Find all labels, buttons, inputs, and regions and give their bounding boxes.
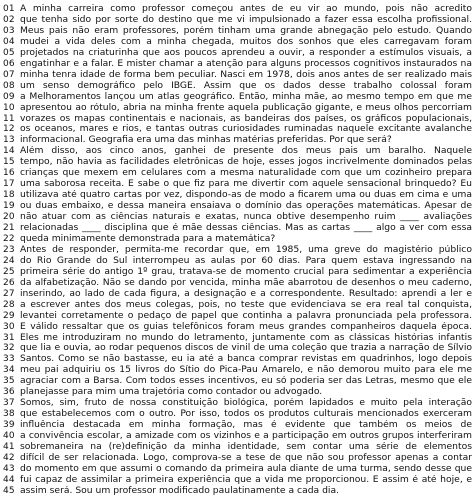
- line-number: 24: [3, 255, 15, 266]
- text-line: [0, 420, 474, 430]
- line-text: os oceanos, mares e rios, e tantas outras curiosidades ruminadas naquele excitante avalanche: [20, 124, 472, 135]
- line-text: influência destacada em minha formação, mas é evidente que também os meios de: [20, 420, 472, 431]
- line-text: apresentou ao rótulo, abria na minha frente aquela publicação gigante, e meus olhos percorriam: [20, 102, 472, 113]
- text-line: [0, 431, 474, 441]
- line-text: crianças que mexem em celulares com a mesma naturalidade com que um cozinheiro prepara: [20, 168, 472, 179]
- line-number: 32: [3, 343, 15, 354]
- text-line: [0, 300, 474, 310]
- line-text: utilizava até quatro cartas por vez, dispondo-as de modo a ficarem uma ou duas em cima e uma: [20, 190, 472, 201]
- text-line: [0, 376, 474, 386]
- line-text: do momento em que assumi o comando da primeira aula diante de uma turma, sendo desse que: [20, 463, 472, 474]
- line-text: inserindo, ao lado de cada figura, a designação e a correspondente. Resultado: aprendi a ler e: [20, 288, 472, 299]
- text-line: [0, 124, 474, 134]
- line-number: 30: [3, 321, 15, 332]
- text-line: [0, 70, 474, 80]
- line-number: 08: [3, 80, 15, 91]
- line-text: fui capaz de assimilar a primeira experiência que a vida me proporcionou. E assim é até hoje, e: [20, 474, 472, 485]
- line-text: a Melhoramentos lançou um atlas geográfico. Então, minha mãe, ao mesmo tempo em que me: [20, 91, 472, 102]
- line-text: um senso demográfico pelo IBGE. Assim que os dados desse trabalho colossal foram: [20, 80, 472, 91]
- line-text: meu pai adquiriu os 15 livros do Sítio do Pica-Pau Amarelo, e não demorou muito para ele me: [20, 365, 472, 376]
- line-number: 27: [3, 288, 15, 299]
- line-number: 43: [3, 463, 15, 474]
- line-number: 04: [3, 36, 15, 47]
- text-line: [0, 201, 474, 211]
- line-number: 11: [3, 113, 15, 124]
- line-text: Meus pais não eram professores, porém tinham uma grande abnegação pelo estudo. Quando: [20, 25, 472, 36]
- line-text: primeira série do antigo 1º grau, tratava-se de momento crucial para sedimentar a experiência: [20, 266, 472, 277]
- line-text: agraciar com a Barsa. Com todos esses incentivos, eu só poderia ser das Letras, mesmo que ele: [20, 376, 472, 387]
- text-line: [0, 289, 474, 299]
- text-line: [0, 103, 474, 113]
- line-text: que lia e ouvia, ao rodar pequenos discos de vinil de uma coleção que trazia a narração de Sílvio: [20, 343, 472, 354]
- line-number: 38: [3, 409, 15, 420]
- text-line: [0, 453, 474, 463]
- line-text: Além disso, aos cinco anos, ganhei de presente dos meus pais um baralho. Naquele: [20, 146, 472, 157]
- line-number: 01: [3, 4, 15, 14]
- line-number: 17: [3, 179, 15, 190]
- line-number: 06: [3, 58, 15, 69]
- text-line: [0, 343, 474, 353]
- line-text: da alfabetização. Não se dando por vencida, minha mãe abarrotou de desenhos o meu caderno,: [20, 277, 472, 288]
- text-line: [0, 278, 474, 288]
- line-number: 19: [3, 201, 15, 212]
- line-number: 02: [3, 14, 15, 25]
- line-number: 37: [3, 398, 15, 409]
- text-line: [0, 223, 474, 233]
- line-text: informacional. Geografia era uma das minhas matérias preferidas. Por que será?: [20, 135, 392, 146]
- text-line: [0, 15, 474, 25]
- line-text: mudei a vida deles com a minha chegada, muitos dos sonhos que eles carregavam foram: [20, 36, 472, 47]
- line-number: 15: [3, 157, 15, 168]
- line-text: a escrever antes dos meus colegas, pois, no teste que evidenciava se era real tal conquista,: [20, 299, 472, 310]
- line-number: 36: [3, 387, 15, 398]
- text-line: [0, 486, 474, 496]
- line-number: 03: [3, 25, 15, 36]
- line-text: não atuar com as ciências naturais e exatas, nunca obtive desempenho ruim ____ avaliações: [20, 212, 472, 223]
- line-text: vorazes os mapas continentais e nacionais, as bandeiras dos países, os gráficos populacionais,: [20, 113, 472, 124]
- line-number: 45: [3, 485, 15, 496]
- line-number: 23: [3, 244, 15, 255]
- line-text: que tenha sido por sorte do destino que me vi impulsionado a fazer essa escolha profissional.: [20, 14, 472, 25]
- line-text: engatinhar e a falar. É mister chamar a atenção para alguns processos cognitivos instaurados na: [20, 58, 472, 69]
- line-number: 20: [3, 212, 15, 223]
- text-line: [0, 81, 474, 91]
- line-text: Santos. Como se não bastasse, eu ia até a banca comprar revistas em quadrinhos, logo depois: [20, 354, 472, 365]
- line-number: 13: [3, 135, 15, 146]
- text-line: [0, 311, 474, 321]
- line-number: 21: [3, 223, 15, 233]
- line-number: 22: [3, 233, 15, 244]
- text-line: [0, 475, 474, 485]
- line-number: 18: [3, 190, 15, 201]
- text-line: [0, 48, 474, 58]
- line-text: tempo, não havia as facilidades eletrônicas de hoje, esses jogos incrivelmente dominados pelas: [20, 157, 472, 168]
- line-number: 10: [3, 102, 15, 113]
- text-line: [0, 387, 474, 397]
- text-line: [0, 168, 474, 178]
- line-number: 41: [3, 442, 15, 452]
- text-line: [0, 234, 474, 244]
- line-text: projetados na criaturinha que aos poucos aprendeu a ouvir, a responder a estímulos visuais, a: [20, 47, 472, 58]
- text-line: [0, 398, 474, 408]
- text-line: [0, 256, 474, 266]
- line-text: Eles me introduziram no mundo do letramento, juntamente com as clássicas histórias infantis: [20, 332, 472, 343]
- text-line: [0, 157, 474, 167]
- line-number: 07: [3, 69, 15, 80]
- line-number: 34: [3, 365, 15, 376]
- line-number: 31: [3, 332, 15, 343]
- line-text: queda minimamente demonstrada para a matemática?: [20, 233, 276, 244]
- line-text: que estabelecemos com o outro. Por isso, todos os produtos culturais mencionados exerceram: [20, 409, 472, 420]
- text-line: [0, 354, 474, 364]
- line-text: uma saborosa receita. E sabe o que fiz para me divertir com aquele sensacional brinquedo? Eu: [20, 179, 472, 190]
- line-number: 12: [3, 124, 15, 135]
- line-text: levantei corretamente o pedaço de papel que continha a palavra pronunciada pela professora.: [20, 310, 472, 321]
- line-text: do Rio Grande do Sul interrompeu as aulas por 60 dias. Para quem estava ingressando na: [20, 255, 472, 266]
- line-number: 29: [3, 310, 15, 321]
- line-number: 39: [3, 420, 15, 431]
- line-number: 35: [3, 376, 15, 387]
- line-text: sobremaneira na (re)definição da minha identidade, sem contar uma série de elementos: [20, 442, 472, 452]
- line-number: 16: [3, 168, 15, 179]
- text-line: [0, 4, 474, 14]
- text-line: [0, 245, 474, 255]
- text-line: [0, 179, 474, 189]
- text-line: [0, 442, 474, 452]
- line-text: É válido ressaltar que os guias telefônicos foram meus grandes companheiros daquela época.: [20, 321, 472, 332]
- text-line: [0, 464, 474, 474]
- text-line: [0, 26, 474, 36]
- line-number: 28: [3, 299, 15, 310]
- text-line: [0, 135, 474, 145]
- line-number: 40: [3, 431, 15, 442]
- text-line: [0, 365, 474, 375]
- line-number: 33: [3, 354, 15, 365]
- line-number: 42: [3, 452, 15, 463]
- line-number: 05: [3, 47, 15, 58]
- line-number: 44: [3, 474, 15, 485]
- line-number: 25: [3, 266, 15, 277]
- line-text: difícil de ser relacionada. Logo, comprova-se a tese de que não sou professor apenas a contar: [20, 452, 472, 463]
- line-text: Somos, sim, fruto de nossa constituição biológica, porém lapidados e muito pela interação: [20, 398, 472, 409]
- line-text: ou duas embaixo, e dessa maneira ensaiava o domínio das operações matemáticas. Apesar de: [20, 201, 472, 212]
- text-line: [0, 322, 474, 332]
- text-line: [0, 190, 474, 200]
- text-line: [0, 333, 474, 343]
- text-line: [0, 114, 474, 124]
- line-text: assim será. Sou um professor modificado paulatinamente a cada dia.: [20, 485, 340, 496]
- text-line: [0, 409, 474, 419]
- line-text: relacionadas ____ disciplina que é mãe dessas ciências. Mas as cartas ____ algo a ver com essa: [20, 223, 472, 233]
- line-text: A minha carreira como professor começou antes de eu vir ao mundo, pois não acredito: [20, 4, 472, 14]
- line-text: a convivência escolar, a amizade com os vizinhos e a participação em outros grupos interferiram: [20, 431, 472, 442]
- text-line: [0, 92, 474, 102]
- line-number: 09: [3, 91, 15, 102]
- line-text: planejasse para mim uma trajetória como contador ou advogado.: [20, 387, 323, 398]
- line-text: Antes de responder, permita-me recordar que, em 1985, uma greve do magistério público: [20, 244, 472, 255]
- line-number: 14: [3, 146, 15, 157]
- text-line: [0, 37, 474, 47]
- line-number: 26: [3, 277, 15, 288]
- text-line: [0, 59, 474, 69]
- text-line: [0, 146, 474, 156]
- text-line: [0, 212, 474, 222]
- line-text: minha tenra idade de forma bem peculiar. Nasci em 1978, dois anos antes de ser realizado mais: [20, 69, 472, 80]
- text-line: [0, 267, 474, 277]
